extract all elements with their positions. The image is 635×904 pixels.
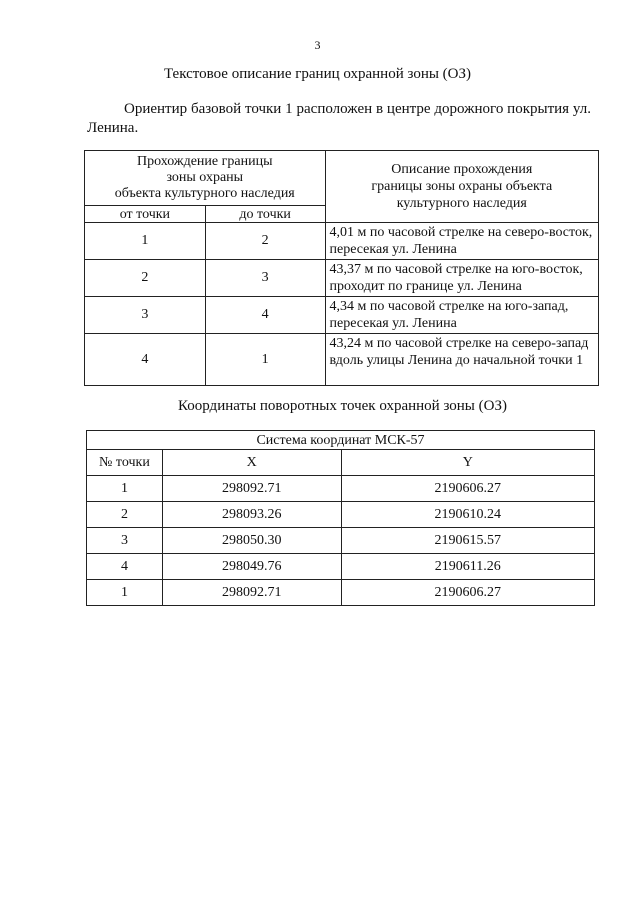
- point-number-cell: 2: [87, 502, 163, 528]
- header-point-number: № точки: [87, 450, 163, 476]
- coordinates-table: [86, 430, 595, 606]
- from-point-cell: 2: [85, 260, 206, 297]
- header-group-line: Прохождение границы: [137, 154, 273, 169]
- table-row: [85, 260, 599, 297]
- document-title: Текстовое описание границ охранной зоны (ОЗ): [163, 66, 472, 82]
- point-number-cell: 1: [87, 580, 163, 606]
- table-row: [85, 334, 599, 386]
- table-row: [85, 223, 599, 260]
- y-coordinate-cell: 2190610.24: [341, 502, 594, 528]
- header-desc-line: культурного наследия: [396, 196, 527, 211]
- to-point-cell: 2: [205, 223, 325, 260]
- x-coordinate-cell: 298049.76: [162, 554, 341, 580]
- header-boundary-passage: [85, 151, 326, 206]
- table-row: [87, 580, 595, 606]
- x-coordinate-cell: 298093.26: [162, 502, 341, 528]
- x-coordinate-cell: 298092.71: [162, 580, 341, 606]
- y-coordinate-cell: 2190606.27: [341, 476, 594, 502]
- table-row: [87, 502, 595, 528]
- description-cell: 4,01 м по часовой стрелке на северо-восток, пересекая ул. Ленина: [325, 223, 598, 260]
- y-coordinate-cell: 2190606.27: [341, 580, 594, 606]
- description-cell: 43,24 м по часовой стрелке на северо-запад вдоль улицы Ленина до начальной точки 1: [325, 334, 598, 386]
- table-row: [85, 297, 599, 334]
- header-x: X: [162, 450, 341, 476]
- header-y: Y: [341, 450, 594, 476]
- table-row: [87, 554, 595, 580]
- boundary-header-row: [85, 151, 599, 206]
- header-group-line: зоны охраны: [166, 170, 244, 185]
- to-point-cell: 3: [205, 260, 325, 297]
- from-point-cell: 3: [85, 297, 206, 334]
- to-point-cell: 1: [205, 334, 325, 386]
- point-number-cell: 4: [87, 554, 163, 580]
- y-coordinate-cell: 2190615.57: [341, 528, 594, 554]
- header-description: [325, 151, 598, 223]
- intro-paragraph: Ориентир базовой точки 1 расположен в центре дорожного покрытия ул. Ленина.: [87, 101, 591, 136]
- boundary-description-table: [84, 150, 599, 386]
- point-number-cell: 1: [87, 476, 163, 502]
- to-point-cell: 4: [205, 297, 325, 334]
- coordinates-title: Координаты поворотных точек охранной зоны (ОЗ): [178, 398, 507, 414]
- header-group-line: объекта культурного наследия: [114, 186, 295, 201]
- point-number-cell: 3: [87, 528, 163, 554]
- header-desc-line: Описание прохождения: [391, 162, 533, 177]
- header-from-point: от точки: [85, 206, 206, 223]
- page-number: 3: [314, 38, 321, 52]
- coordinate-system-row: [87, 431, 595, 450]
- header-desc-line: границы зоны охраны объекта: [371, 179, 553, 194]
- description-cell: 4,34 м по часовой стрелке на юго-запад, пересекая ул. Ленина: [325, 297, 598, 334]
- coordinate-system-label: Система координат МСК-57: [87, 431, 595, 450]
- coordinates-header-row: [87, 450, 595, 476]
- x-coordinate-cell: 298050.30: [162, 528, 341, 554]
- from-point-cell: 1: [85, 223, 206, 260]
- y-coordinate-cell: 2190611.26: [341, 554, 594, 580]
- table-row: [87, 476, 595, 502]
- description-cell: 43,37 м по часовой стрелке на юго-восток, проходит по границе ул. Ленина: [325, 260, 598, 297]
- x-coordinate-cell: 298092.71: [162, 476, 341, 502]
- from-point-cell: 4: [85, 334, 206, 386]
- table-row: [87, 528, 595, 554]
- header-to-point: до точки: [205, 206, 325, 223]
